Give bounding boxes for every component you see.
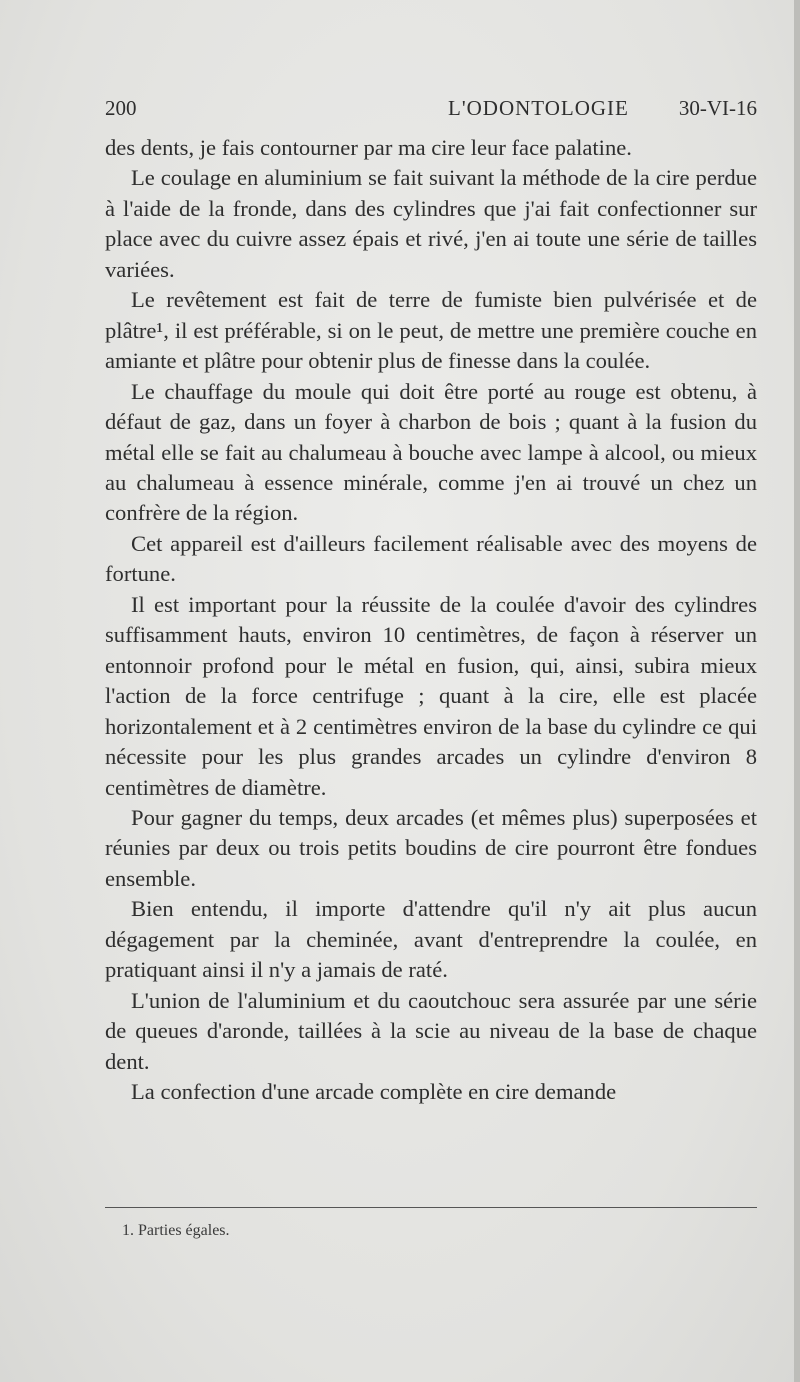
paragraph: Le chauffage du moule qui doit être porté au rouge est obtenu, à défaut de gaz, dans un foyer à charbon de bois ; quant à la fusion du métal elle se fait au chalumeau à bouche avec lampe à alcool, ou mieux au chalumeau à essence minérale, comme j'en ai trouvé un chez un confrère de la région. <box>105 378 757 526</box>
page-edge-shadow <box>794 0 800 1382</box>
paragraph: Le coulage en aluminium se fait suivant la méthode de la cire perdue à l'aide de la fronde, dans des cylindres que j'ai fait confectionner sur place avec du cuivre assez épais et rivé, j'en ai toute une série de tailles variées. <box>105 165 757 282</box>
footnote: 1. Parties égales. <box>122 1222 230 1239</box>
paragraph: Le revêtement est fait de terre de fumiste bien pulvérisée et de plâtre¹, il est préférable, si on le peut, de mettre une première couche en amiante et plâtre pour obtenir plus de finesse dans la coulée. <box>105 287 757 374</box>
paragraph: des dents, je fais contourner par ma cire leur face palatine. <box>105 135 632 160</box>
footnote-separator <box>105 1207 757 1208</box>
running-title: L'ODONTOLOGIE <box>448 96 629 120</box>
page-header <box>105 96 757 126</box>
paragraph: Bien entendu, il importe d'attendre qu'il n'y ait plus aucun dégagement par la cheminée, avant d'entreprendre la coulée, en pratiquant ainsi il n'y a jamais de raté. <box>105 896 757 983</box>
paragraph: Cet appareil est d'ailleurs facilement réalisable avec des moyens de fortune. <box>105 530 757 587</box>
body-text <box>105 133 757 1108</box>
paragraph: Pour gagner du temps, deux arcades (et mêmes plus) superposées et réunies par deux ou trois petits boudins de cire pourront être fondues ensemble. <box>105 804 757 891</box>
paragraph: L'union de l'aluminium et du caoutchouc sera assurée par une série de queues d'aronde, taillées à la scie au niveau de la base de chaque dent. <box>105 987 757 1074</box>
issue-date: 30-VI-16 <box>678 96 757 120</box>
paragraph: La confection d'une arcade complète en cire demande <box>131 1079 617 1105</box>
page-number: 200 <box>105 96 137 120</box>
paragraph: Il est important pour la réussite de la coulée d'avoir des cylindres suffisamment hauts, environ 10 centimètres, de façon à réserver un entonnoir profond pour le métal en fusion, qui, ainsi, subira mieux l'action de la force centrifuge ; quant à la cire, elle est placée horizontalement et à 2 centimètres environ de la base du cylindre ce qui nécessite pour les plus grandes arcades un cylindre d'environ 8 centimètres de diamètre. <box>105 591 757 800</box>
